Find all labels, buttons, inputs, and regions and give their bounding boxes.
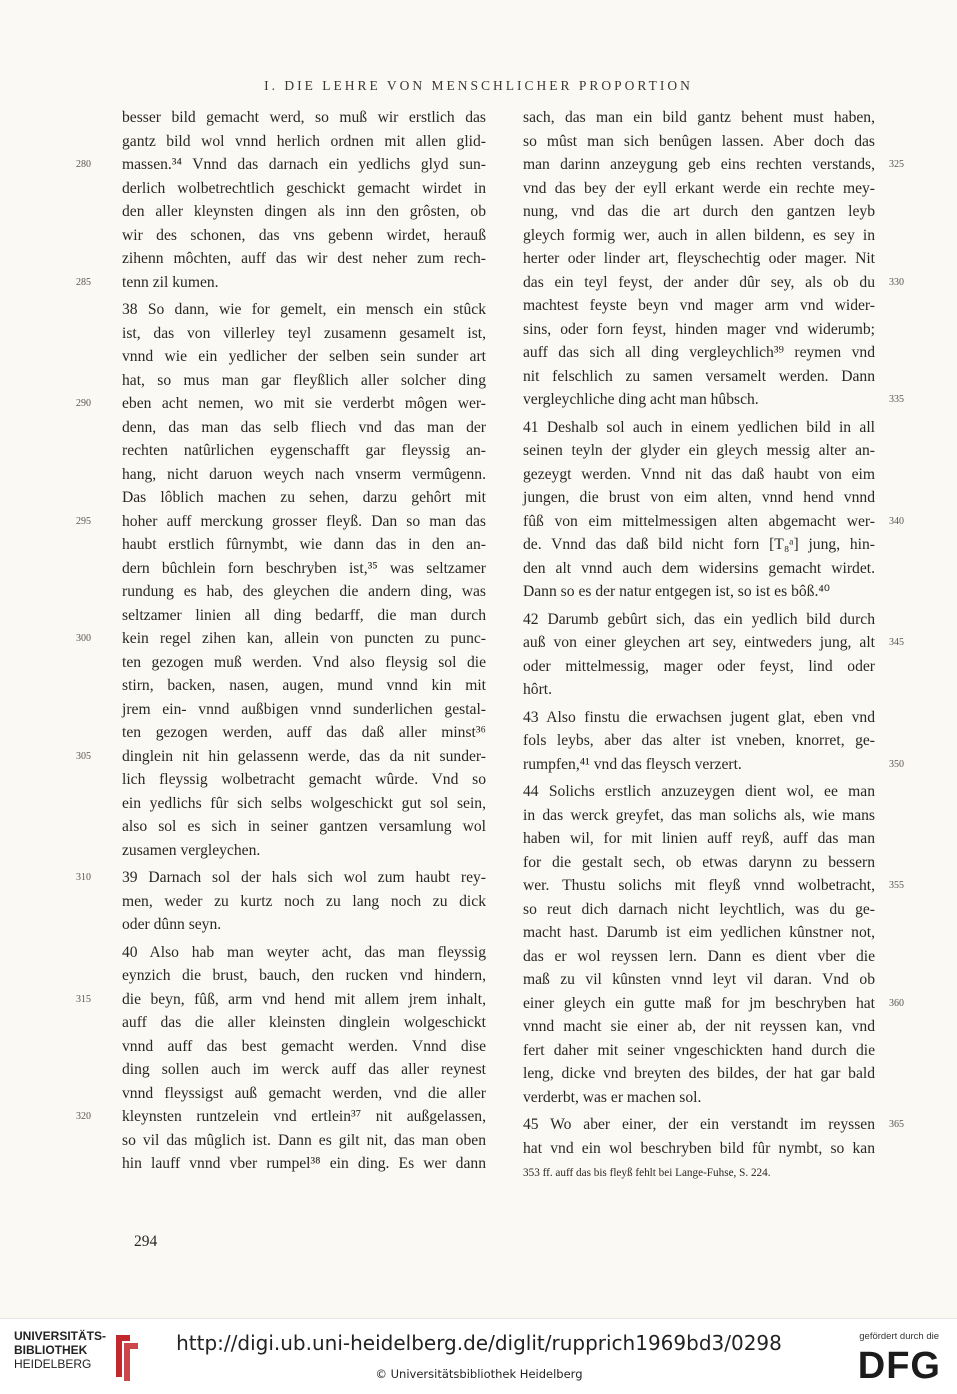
text-line (523, 200, 875, 224)
text-line (122, 1035, 486, 1059)
text-line (523, 416, 875, 440)
text-line (122, 557, 486, 581)
text-line-content: oder dûnn seyn. (122, 916, 222, 933)
text-line-content: 44 Solichs erstlich anzuzeygen dient wol, ee man (523, 783, 875, 800)
text-line (523, 106, 875, 130)
text-line (122, 200, 486, 224)
text-line (523, 1015, 875, 1039)
text-line-content: 38 So dann, wie for gemelt, ein mensch ein stûck (122, 301, 486, 318)
line-number: 285 (76, 276, 91, 288)
text-line-content: fûß von eim mittelmessigen alten abgemacht wer- (523, 512, 875, 530)
text-line (523, 992, 904, 1016)
text-line (523, 827, 875, 851)
text-line (122, 369, 486, 393)
line-number: 295 (76, 515, 91, 527)
text-line (122, 486, 486, 510)
text-line (523, 224, 875, 248)
text-line-content: hat, so mus man gar fleyßlich aller solcher ding (122, 371, 486, 389)
text-line-content: die beyn, fûß, arm vnd hend mit allem jrem inhalt, (122, 990, 486, 1008)
text-line-content: das ein teyl feyst, der ander dûr sey, als ob du (523, 273, 875, 291)
text-line-content: lich fleyssig wolbetracht gemacht wûrde. Vnd so (122, 771, 486, 788)
text-line (523, 780, 875, 804)
text-line (76, 627, 486, 651)
text-line (523, 898, 875, 922)
text-line-content: ten gezogen werden, auff das daß aller minst³⁶ (122, 724, 486, 741)
text-line-content: den alt vnnd auch dem widersins gemacht wirdet. (523, 559, 875, 577)
text-line (523, 388, 904, 412)
text-line (122, 674, 486, 698)
text-line-content: eynzich die brust, bauch, den rucken vnd hindern, (122, 967, 486, 984)
left-text-column (76, 106, 486, 1176)
text-line (122, 322, 486, 346)
page-number: 294 (134, 1233, 158, 1250)
text-line-content: sins, oder forn feyst, hinden mager vnd widerumb; (523, 320, 875, 338)
text-line (523, 580, 875, 604)
text-line-content: man darinn anzeygung geb eins rechten verstands, (523, 156, 875, 173)
text-line (76, 866, 486, 890)
text-line (122, 1082, 486, 1106)
text-line (523, 631, 904, 655)
text-line (523, 341, 875, 365)
line-number: 310 (76, 872, 91, 883)
text-line (523, 655, 875, 679)
text-line-content: 42 Darumb gebûrt sich, das ein yedlich bild durch (523, 610, 875, 628)
text-line-content: jrem ein- vnnd außbigen vnnd sunderlichen gestal- (122, 700, 486, 718)
text-line-content: den aller kleynsten dingen als inn den grôsten, ob (122, 203, 486, 220)
text-line-content: haben wil, for mit linien auff reyß, auff das man (523, 830, 875, 847)
text-line-content: eben acht nemen, wo mit sie verderbt môgen wer- (122, 395, 486, 412)
text-line (523, 1062, 875, 1086)
text-line-content: oder mittelmessig, mager oder feyst, lind oder (523, 657, 875, 675)
text-line-content: so reut dich darnach nicht leychtlich, was du ge- (523, 900, 875, 918)
text-line (523, 851, 875, 875)
text-line (523, 533, 875, 557)
text-line (523, 753, 904, 777)
line-number: 315 (76, 993, 91, 1005)
text-line-content: herter oder linder art, fleyschechtig oder mager. Nit (523, 250, 875, 267)
text-line-content: 41 Deshalb sol auch in einem yedlichen bild in all (523, 418, 875, 436)
text-line (122, 345, 486, 369)
digitization-footer (0, 1318, 957, 1394)
text-line (122, 941, 486, 965)
text-line-content: auff das die aller kleinsten dinglein wolgeschickt (122, 1014, 486, 1031)
text-line (122, 604, 486, 628)
text-line-content: leng, dicke vnd breyten des bildes, der hat gar bald (523, 1065, 875, 1082)
text-line (122, 651, 486, 675)
text-line-content: seinen teyln der glyder ein gleych messig alter an- (523, 442, 875, 459)
running-header: I. DIE LEHRE VON MENSCHLICHER PROPORTION (264, 78, 693, 93)
text-line (523, 804, 875, 828)
text-line-content: stirn, backen, nasen, augen, mund vnnd kin mit (122, 677, 486, 694)
text-line (122, 721, 486, 745)
text-line (523, 1113, 904, 1137)
text-line-content: vnd das bey der eyll erkant werde ein rechte mey- (523, 179, 875, 197)
library-logo[interactable] (14, 1329, 124, 1385)
library-name-line1: UNIVERSITÄTS- (14, 1329, 107, 1343)
text-line (76, 271, 486, 295)
text-line (76, 988, 486, 1012)
text-line-content: 43 Also finstu die erwachsen jugent glat, eben vnd (523, 708, 875, 726)
line-number: 350 (889, 758, 904, 770)
text-line-content: ding sollen auch im werck auff das aller reynest (122, 1061, 486, 1078)
text-line-content: so vil das mûglich ist. Dann es gilt nit, das man oben (122, 1131, 486, 1149)
text-line-content: vergleychliche ding acht man hûbsch. (523, 391, 759, 408)
text-line-content: denn, das man das selb fliech vnd das man der (122, 418, 486, 436)
text-line-content: kleynsten runtzelein vnd ertlein³⁷ nit außgelassen, (122, 1108, 486, 1125)
text-line (523, 318, 875, 342)
text-line (122, 1011, 486, 1035)
text-line-content: gezeygt werden. Vnnd nit das daß haubt von eim (523, 465, 875, 483)
text-line (122, 533, 486, 557)
text-line (523, 294, 875, 318)
library-emblem-icon (110, 1329, 144, 1383)
text-line-content: rumpfen,⁴¹ vnd das fleysch verzert. (523, 755, 742, 773)
line-number: 365 (889, 1119, 904, 1130)
text-line (523, 945, 875, 969)
text-line-content: in das werck greyfet, das man solichs als, wie mans (523, 806, 875, 824)
line-number: 360 (889, 997, 904, 1009)
text-line-content: auff das sich all ding vergleychlich³⁹ reymen vnd (523, 344, 875, 361)
text-line-content: maß zu vil kûnsten vnnd leyt vil daran. Vnd ob (523, 971, 875, 988)
text-line (122, 913, 486, 937)
text-line (122, 130, 486, 154)
text-line (122, 580, 486, 604)
text-line (523, 153, 904, 177)
text-line-content: Das lôblich machen zu sehen, darzu gehôrt mit (122, 489, 486, 506)
library-name-line3: HEIDELBERG (14, 1357, 92, 1371)
copyright-text: © Universitätsbibliothek Heidelberg (375, 1367, 583, 1381)
text-line (523, 271, 904, 295)
text-line-content: vnnd macht sie einer ab, der nit reyssen kan, vnd (523, 1018, 875, 1035)
text-line-content: for die gestalt sech, ob etwas darynn zu bessern (523, 853, 875, 871)
line-number: 290 (76, 398, 91, 409)
line-number: 335 (889, 394, 904, 405)
text-line (523, 921, 875, 945)
text-line-content: seltzamer linien all ding bedarff, die man durch (122, 606, 486, 624)
text-line-content: verderbt, was er machen sol. (523, 1088, 702, 1106)
text-line (523, 177, 875, 201)
text-line (523, 510, 904, 534)
text-line-content: vnnd auff das best gemacht werden. Vnnd dise (122, 1037, 486, 1055)
text-line-content: gleych formig wer, auch in allen bildenn, es sey in (523, 226, 875, 244)
text-line (76, 745, 486, 769)
text-line-content: wir des schonen, das vns gebenn wirdet, herauß (122, 226, 486, 244)
text-line (523, 247, 875, 271)
text-line-content: machtest feyste beyn vnd mager arm vnd wider- (523, 297, 875, 314)
text-line-content: gantz bild wol vnnd herlich ordnen mit allen glid- (122, 132, 486, 150)
text-line (122, 698, 486, 722)
dfg-logo[interactable]: DFG (857, 1345, 941, 1387)
text-line (523, 130, 875, 154)
text-line (122, 416, 486, 440)
line-number: 355 (889, 880, 904, 891)
text-line-content: fert daher mit seiner vngeschickten hand durch die (523, 1041, 875, 1059)
text-line (122, 792, 486, 816)
text-line-content: dinglein nit hin gelassenn werde, das da nit sunder- (122, 747, 486, 765)
text-line (523, 1086, 875, 1110)
text-line (122, 463, 486, 487)
text-line-content: ein yedlichs fûr sich selbs wolgeschickt gut sol sein, (122, 794, 486, 812)
text-line (523, 557, 875, 581)
text-line (523, 968, 875, 992)
text-line-content: jungen, die brust von eim alten, vnnd hend vnnd (523, 489, 875, 506)
text-line (122, 439, 486, 463)
text-line (523, 706, 875, 730)
permalink-url[interactable]: http://digi.ub.uni-heidelberg.de/diglit/rupprich1969bd3/0298 (176, 1331, 782, 1355)
text-line-content: de. Vnnd das daß bild nicht forn [T₈ᵃ] jung, hin- (523, 536, 875, 553)
text-line-content: rechten natûrlichen eygenschafft gar fleyssig an- (122, 442, 486, 459)
text-line (122, 224, 486, 248)
text-line-content: macht hast. Darumb ist eim yedlichen kûnstner not, (523, 924, 875, 941)
text-line (122, 815, 486, 839)
line-number: 345 (889, 637, 904, 648)
text-line-content: vnnd wie ein yedlicher der selben sein sunder art (122, 348, 486, 365)
line-number: 320 (76, 1111, 91, 1122)
text-line (523, 439, 875, 463)
text-line (76, 392, 486, 416)
line-number: 325 (889, 159, 904, 170)
text-line-content: also sol es sich in seiner gantzen versamlung wol (122, 818, 486, 835)
text-line-content: 45 Wo aber einer, der ein verstandt im reyssen (523, 1116, 875, 1133)
text-line-content: derlich wolbetrechtlich geschickt gemacht wirdet in (122, 179, 486, 197)
text-line (76, 510, 486, 534)
text-line-content: zihenn môchten, auff das wir dest neher zum rech- (122, 250, 486, 267)
text-line (523, 463, 875, 487)
text-line-content: das er wol reyssen lern. Dann es dient vber die (523, 947, 875, 965)
text-line (523, 1039, 875, 1063)
funded-by-label: gefördert durch die (859, 1331, 939, 1342)
text-line (122, 890, 486, 914)
text-line (523, 608, 875, 632)
text-line-content: ten gezogen muß werden. Vnd also fleysig sol die (122, 653, 486, 671)
text-line (122, 247, 486, 271)
text-line-content: vnnd fleyssigst auß gemacht werden, vnd die aller (122, 1084, 486, 1102)
text-line (122, 839, 486, 863)
text-line-content: rundung es hab, des gleychen die andern ding, was (122, 583, 486, 600)
text-line-content: kein regel zihen kan, allein von puncten zu punc- (122, 630, 486, 647)
text-line-content: sach, das man ein bild gantz behent must haben, (523, 109, 875, 126)
text-line-content: hôrt. (523, 681, 553, 698)
text-line (523, 486, 875, 510)
text-line (523, 678, 875, 702)
text-line (523, 729, 875, 753)
right-text-column (523, 106, 904, 1186)
text-line-content: Dann so es der natur entgegen ist, so ist es bôß.⁴⁰ (523, 583, 831, 600)
text-line-content: besser bild gemacht werd, so muß wir erstlich das (122, 109, 486, 126)
text-line (122, 298, 486, 322)
line-number: 340 (889, 515, 904, 527)
text-line-content: tenn zil kumen. (122, 273, 219, 291)
text-line (122, 1129, 486, 1153)
line-number: 280 (76, 159, 91, 170)
footnote: 353 ff. auff das bis fleyß fehlt bei Lange-Fuhse, S. 224. (523, 1167, 771, 1179)
text-line-content: hoher auff merckung grosser fleyß. Dan so man das (122, 512, 486, 530)
text-line-content: nung, vnd das die art durch den gantzen leyb (523, 203, 875, 220)
text-line (523, 1137, 875, 1161)
library-name-line2: BIBLIOTHEK (14, 1343, 88, 1357)
text-line-content: hin lauff vnnd vber rumpel³⁸ ein ding. Es wer dann (122, 1155, 486, 1172)
text-line-content: wer. Thustu solichs mit fleyß vnnd wolbetracht, (523, 877, 875, 894)
text-line (76, 1105, 486, 1129)
text-line-content: 39 Darnach sol der hals sich wol zum haubt rey- (122, 869, 486, 886)
text-line (122, 106, 486, 130)
text-line-content: zusamen vergleychen. (122, 841, 261, 859)
text-line-content: men, weder zu kurtz noch zu lang noch zu dick (122, 892, 486, 910)
text-line (523, 874, 904, 898)
text-line (122, 1058, 486, 1082)
text-line-content: hat vnd ein wol beschryben bild fûr nymbt, so kan (523, 1139, 875, 1157)
text-line (523, 365, 875, 389)
text-line (122, 964, 486, 988)
text-line-content: nit felschlich zu samen versamelt werden. Dann (523, 367, 875, 385)
text-line-content: fols leybs, aber das alter ist vneben, knorret, ge- (523, 732, 875, 749)
text-line-content: dern bûchlein forn beschryben ist,³⁵ was seltzamer (122, 559, 486, 577)
text-line-content: einer gleych ein gutte maß for jm beschryben hat (523, 994, 875, 1012)
text-line-content: hang, nicht daruon weych nach vnserm vermûgenn. (122, 465, 486, 483)
text-line-content: so mûst man sich benûgen lassen. Aber doch das (523, 132, 875, 150)
text-line-content: ist, das von villerley teyl zusamenn gesamelt ist, (122, 324, 486, 342)
text-line (76, 153, 486, 177)
text-line-content: auß von einer gleychen art sey, eintweders jung, alt (523, 634, 875, 651)
text-line (122, 1152, 486, 1176)
line-number: 330 (889, 276, 904, 288)
text-line (122, 768, 486, 792)
text-line-content: massen.³⁴ Vnnd das darnach ein yedlichs glyd sun- (122, 156, 486, 173)
text-line-content: 40 Also hab man weyter acht, das man fleyssig (122, 943, 486, 961)
line-number: 300 (76, 633, 91, 644)
text-line-content: haubt erstlich fûrnymbt, wie dann das in den an- (122, 536, 486, 553)
line-number: 305 (76, 750, 91, 762)
text-line (122, 177, 486, 201)
